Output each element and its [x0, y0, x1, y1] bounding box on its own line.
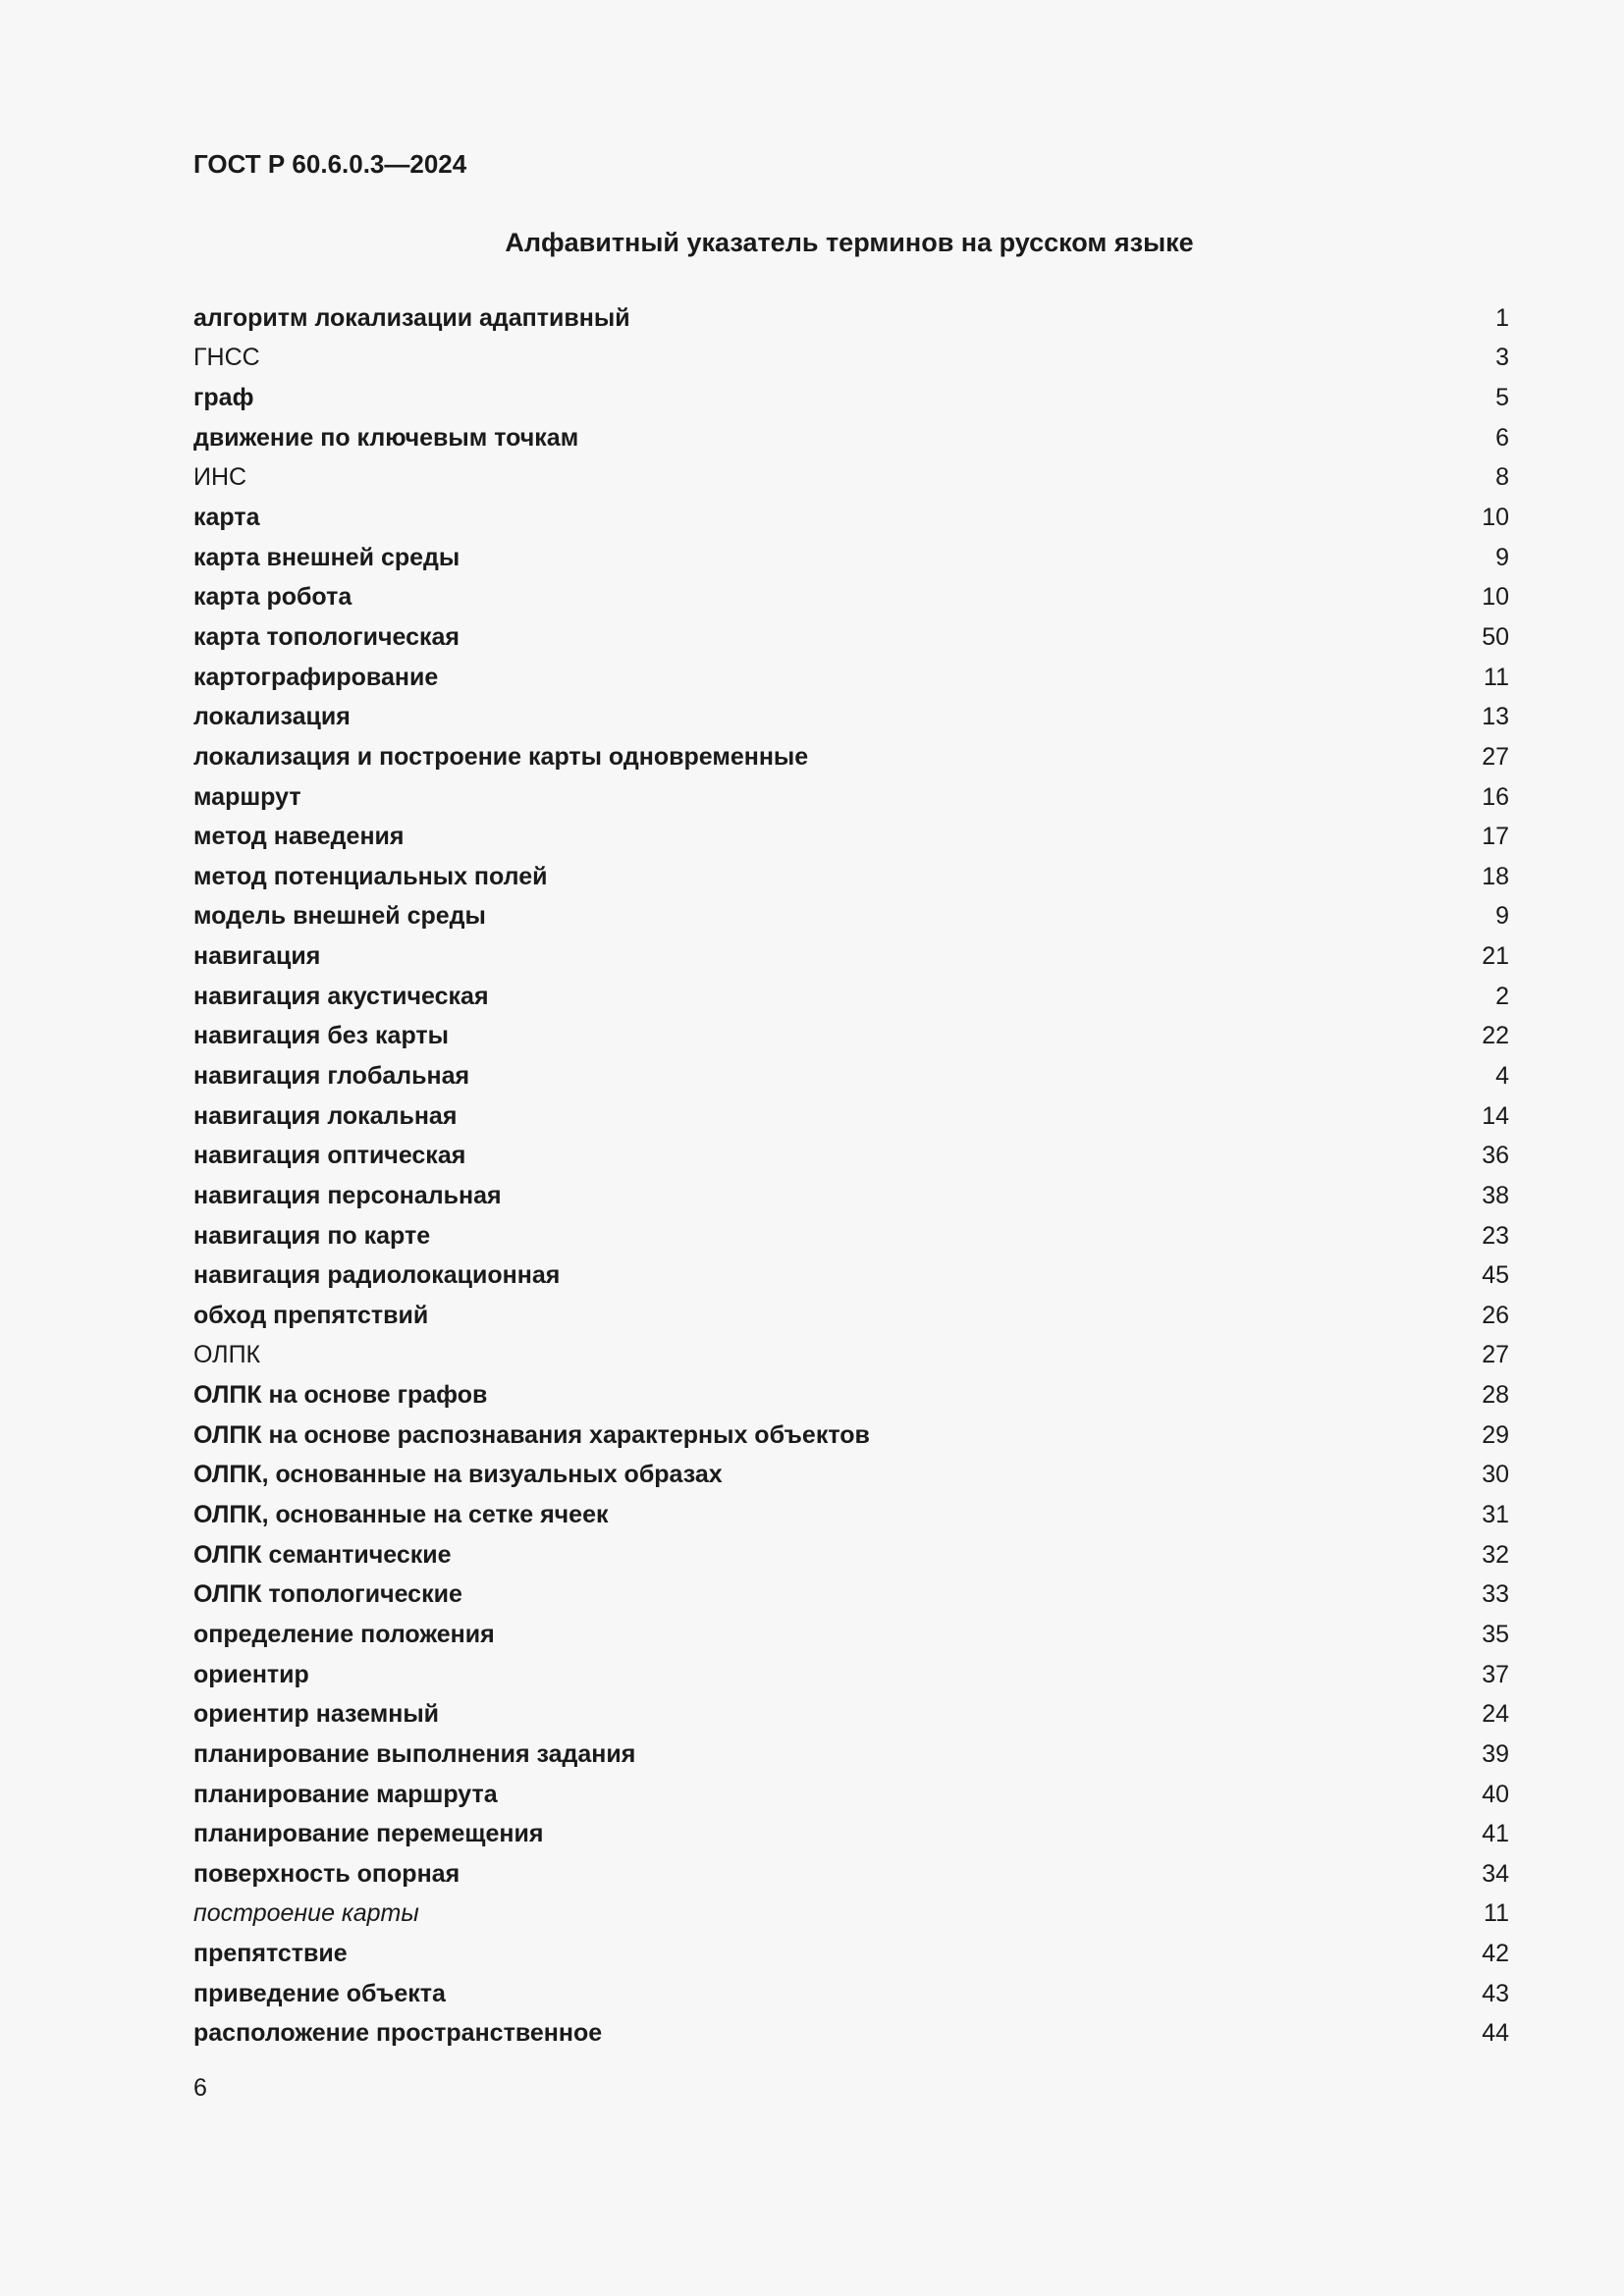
index-entry — [193, 977, 1509, 1017]
index-term-number: 50 — [1482, 622, 1509, 651]
index-term-number: 4 — [1495, 1061, 1509, 1090]
index-term: навигация локальная — [193, 1101, 458, 1130]
index-term: ОЛПК на основе распознавания характерных объектов — [193, 1420, 870, 1449]
index-term-number: 17 — [1482, 823, 1509, 851]
page-title: Алфавитный указатель терминов на русском языке — [505, 228, 1194, 257]
index-term: ОЛПК на основе графов — [193, 1381, 488, 1410]
index-term-number: 27 — [1482, 1341, 1509, 1369]
page-number: 6 — [193, 2074, 207, 2102]
index-term: расположение пространственное — [193, 2019, 603, 2048]
index-entry — [193, 298, 1509, 339]
index-entry — [193, 737, 1509, 777]
index-entry — [193, 498, 1509, 538]
index-entry — [193, 1814, 1509, 1854]
index-term-number: 22 — [1482, 1022, 1509, 1050]
index-entry — [193, 1735, 1509, 1775]
index-term: метод потенциальных полей — [193, 862, 548, 890]
index-entry — [193, 617, 1509, 658]
index-term-number: 32 — [1482, 1540, 1509, 1569]
index-term-number: 33 — [1482, 1580, 1509, 1609]
index-term: карта — [193, 504, 260, 532]
index-term-number: 38 — [1482, 1181, 1509, 1209]
index-term: ОЛПК, основанные на сетке ячеек — [193, 1501, 609, 1529]
index-entry — [193, 339, 1509, 379]
index-term-number: 14 — [1482, 1101, 1509, 1130]
index-term-number: 9 — [1495, 543, 1509, 571]
index-term: планирование перемещения — [193, 1820, 544, 1848]
index-term-number: 10 — [1482, 583, 1509, 612]
index-term: построение карты — [193, 1899, 419, 1928]
index-entry — [193, 1336, 1509, 1376]
index-entry — [193, 1017, 1509, 1057]
index-term: приведение объекта — [193, 1979, 446, 2007]
index-entry — [193, 1136, 1509, 1176]
index-term-number: 8 — [1495, 463, 1509, 492]
index-term: ИНС — [193, 463, 247, 492]
index-term: локализация — [193, 703, 351, 731]
index-entry — [193, 897, 1509, 937]
index-term: планирование маршрута — [193, 1780, 498, 1808]
index-term-number: 13 — [1482, 703, 1509, 731]
index-term-number: 42 — [1482, 1940, 1509, 1968]
index-term-number: 29 — [1482, 1420, 1509, 1449]
index-term-number: 9 — [1495, 902, 1509, 931]
index-term: ориентир — [193, 1660, 309, 1688]
index-entry — [193, 538, 1509, 578]
index-entry — [193, 1056, 1509, 1096]
document-code: ГОСТ Р 60.6.0.3—2024 — [193, 149, 467, 179]
index-entry — [193, 577, 1509, 617]
index-term: алгоритм локализации адаптивный — [193, 303, 630, 332]
index-term: препятствие — [193, 1940, 348, 1968]
index-term: навигация оптическая — [193, 1142, 466, 1170]
index-term: ОЛПК топологические — [193, 1580, 462, 1609]
index-entry — [193, 697, 1509, 737]
index-term: маршрут — [193, 782, 301, 811]
index-term: ОЛПК, основанные на визуальных образах — [193, 1461, 723, 1489]
index-term-number: 31 — [1482, 1501, 1509, 1529]
index-entry — [193, 1296, 1509, 1336]
index-term: карта робота — [193, 583, 352, 612]
index-term-number: 36 — [1482, 1142, 1509, 1170]
index-term-number: 43 — [1482, 1979, 1509, 2007]
index-term-number: 16 — [1482, 782, 1509, 811]
index-term-number: 41 — [1482, 1820, 1509, 1848]
index-term-number: 35 — [1482, 1620, 1509, 1648]
index-entry — [193, 418, 1509, 458]
index-term: навигация без карты — [193, 1022, 449, 1050]
index-term-number: 10 — [1482, 504, 1509, 532]
index-entry — [193, 1535, 1509, 1575]
index-term-number: 39 — [1482, 1739, 1509, 1768]
index-term-number: 5 — [1495, 384, 1509, 412]
index-term-number: 30 — [1482, 1461, 1509, 1489]
index-entry — [193, 658, 1509, 698]
index-entry — [193, 1615, 1509, 1655]
index-entry — [193, 1456, 1509, 1496]
index-term-number: 44 — [1482, 2019, 1509, 2048]
index-entry — [193, 2014, 1509, 2055]
index-term: движение по ключевым точкам — [193, 423, 579, 452]
index-entry — [193, 1854, 1509, 1895]
index-entry — [193, 1216, 1509, 1256]
index-term: карта топологическая — [193, 622, 460, 651]
index-term: планирование выполнения задания — [193, 1739, 636, 1768]
index-term: ОЛПК — [193, 1341, 261, 1369]
index-term: навигация акустическая — [193, 982, 489, 1010]
index-entry — [193, 1694, 1509, 1735]
index-term: ГНСС — [193, 344, 260, 372]
index-term: обход препятствий — [193, 1301, 429, 1329]
index-entry — [193, 378, 1509, 418]
index-term-number: 24 — [1482, 1700, 1509, 1729]
index-term: модель внешней среды — [193, 902, 486, 931]
index-term: навигация персональная — [193, 1181, 502, 1209]
index-term-number: 27 — [1482, 742, 1509, 771]
index-term-number: 3 — [1495, 344, 1509, 372]
index-term: определение положения — [193, 1620, 495, 1648]
index-term: навигация глобальная — [193, 1061, 470, 1090]
index-entry — [193, 1096, 1509, 1137]
index-term-number: 28 — [1482, 1381, 1509, 1410]
index-entry — [193, 1255, 1509, 1296]
index-entry — [193, 1655, 1509, 1695]
index-term-number: 6 — [1495, 423, 1509, 452]
index-entry — [193, 936, 1509, 977]
index-term: карта внешней среды — [193, 543, 460, 571]
index-entry — [193, 1176, 1509, 1216]
index-term-number: 26 — [1482, 1301, 1509, 1329]
index-entry — [193, 857, 1509, 897]
index-term-number: 11 — [1484, 1899, 1509, 1928]
index-term: навигация — [193, 942, 321, 971]
index-term: поверхность опорная — [193, 1859, 460, 1888]
index-term-number: 1 — [1495, 303, 1509, 332]
index-term-number: 21 — [1482, 942, 1509, 971]
index-term: ориентир наземный — [193, 1700, 440, 1729]
index-entry — [193, 458, 1509, 499]
index-entry — [193, 1934, 1509, 1974]
index-term-number: 18 — [1482, 862, 1509, 890]
term-index-list — [193, 298, 1509, 2054]
index-term-number: 2 — [1495, 982, 1509, 1010]
index-term: картографирование — [193, 663, 439, 691]
index-term: навигация по карте — [193, 1221, 431, 1250]
index-term: метод наведения — [193, 823, 405, 851]
index-entry — [193, 1495, 1509, 1535]
index-term-number: 45 — [1482, 1261, 1509, 1290]
index-entry — [193, 1375, 1509, 1415]
index-term: локализация и построение карты одновременные — [193, 742, 809, 771]
index-term: ОЛПК семантические — [193, 1540, 452, 1569]
index-entry — [193, 1575, 1509, 1616]
index-term: навигация радиолокационная — [193, 1261, 561, 1290]
index-term-number: 40 — [1482, 1780, 1509, 1808]
index-term: граф — [193, 384, 254, 412]
index-entry — [193, 1775, 1509, 1815]
index-entry — [193, 1974, 1509, 2014]
index-term-number: 11 — [1484, 663, 1509, 691]
index-term-number: 37 — [1482, 1660, 1509, 1688]
index-term-number: 23 — [1482, 1221, 1509, 1250]
index-entry — [193, 1415, 1509, 1456]
index-entry — [193, 817, 1509, 857]
index-term-number: 34 — [1482, 1859, 1509, 1888]
index-entry — [193, 777, 1509, 818]
index-entry — [193, 1895, 1509, 1935]
